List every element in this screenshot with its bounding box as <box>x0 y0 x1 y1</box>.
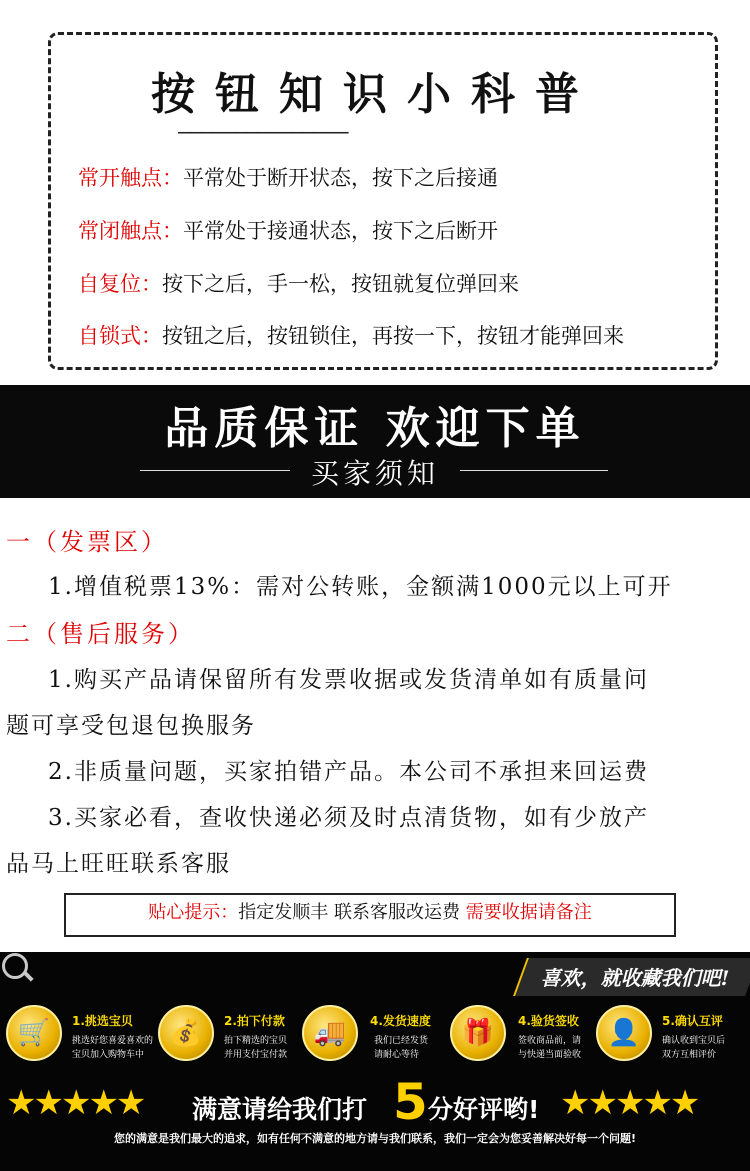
step-desc: 确认收到宝贝后 <box>662 1036 726 1046</box>
step-desc: 并用支付宝付款 <box>224 1050 288 1060</box>
knowledge-item-label: 自锁式： <box>78 324 162 348</box>
knowledge-item-text: 按钮之后，按钮锁住，再按一下，按钮才能弹回来 <box>162 324 624 348</box>
money-icon: 💰 <box>158 1005 214 1061</box>
knowledge-item-self-reset <box>78 268 519 298</box>
tip-highlight: 需要收据请备注 <box>465 902 592 923</box>
user-badge-icon: 👤 <box>596 1005 652 1061</box>
knowledge-item-normally-open <box>78 162 498 192</box>
knowledge-item-self-lock <box>78 320 624 350</box>
step-desc: 我们已经发货 <box>374 1036 429 1046</box>
rating-text-a: 满意请给我们打 <box>192 1095 368 1124</box>
step-title: 5.确认互评 <box>662 1014 723 1028</box>
rating-text-b: 分好评哟! <box>428 1095 540 1124</box>
footer-message: 您的满意是我们最大的追求，如有任何不满意的地方请与我们联系，我们一定会为您妥善解决好每一个问题! <box>113 1132 636 1145</box>
favorite-text: 喜欢，就收藏我们吧! <box>540 966 730 990</box>
tip-text: 指定发顺丰 联系客服改运费 <box>238 902 466 923</box>
knowledge-item-label: 自复位： <box>78 272 162 296</box>
step-title: 4.发货速度 <box>370 1014 431 1028</box>
banner-title: 品质保证 欢迎下单 <box>164 403 586 454</box>
step-desc: 挑选好您喜爱喜欢的 <box>72 1036 154 1046</box>
after-sales-line-1b: 题可享受包退包换服务 <box>6 713 256 739</box>
step-desc: 拍下精选的宝贝 <box>224 1036 288 1046</box>
tip-label: 贴心提示： <box>148 902 239 923</box>
knowledge-item-text: 按下之后，手一松，按钮就复位弹回来 <box>162 272 519 296</box>
step-desc: 双方互相评价 <box>662 1050 717 1060</box>
knowledge-item-normally-closed <box>78 215 498 245</box>
knowledge-item-label: 常闭触点： <box>78 219 183 243</box>
knowledge-item-label: 常开触点： <box>78 166 183 190</box>
gift-box-icon: 🎁 <box>450 1005 506 1061</box>
section-after-sales-heading: 二（售后服务） <box>6 620 195 648</box>
stars-left-icon: ★★★★★ <box>6 1083 144 1123</box>
after-sales-line-2: 2.非质量问题，买家拍错产品。本公司不承担来回运费 <box>48 759 649 785</box>
step-title: 2.拍下付款 <box>224 1014 285 1028</box>
shopping-cart-icon: 🛒 <box>6 1005 62 1061</box>
truck-icon: 🚚 <box>302 1005 358 1061</box>
knowledge-item-text: 平常处于接通状态，按下之后断开 <box>183 219 498 243</box>
step-title: 4.验货签收 <box>518 1014 579 1028</box>
knowledge-item-text: 平常处于断开状态，按下之后接通 <box>183 166 498 190</box>
banner-line-left <box>140 470 290 471</box>
rating-number: 5 <box>393 1073 428 1131</box>
after-sales-line-3a: 3.买家必看，查收快递必须及时点清货物，如有少放产 <box>48 805 649 831</box>
title-divider: ——————————————— <box>178 120 347 145</box>
step-desc: 宝贝加入购物车中 <box>72 1050 145 1060</box>
after-sales-line-3b: 品马上旺旺联系客服 <box>6 851 231 877</box>
banner-subtitle: 买家须知 <box>310 457 439 490</box>
tip-line <box>64 893 676 937</box>
step-desc: 请耐心等待 <box>374 1050 420 1060</box>
step-desc: 与快递当面验收 <box>518 1050 582 1060</box>
invoice-line-1: 1.增值税票13%：需对公转账，金额满1000元以上可开 <box>48 574 673 600</box>
stars-right-icon: ★★★★★ <box>560 1083 698 1123</box>
knowledge-title: 按钮知识小科普 <box>151 69 599 120</box>
section-invoice-heading: 一（发票区） <box>6 528 168 556</box>
step-title: 1.挑选宝贝 <box>72 1014 133 1028</box>
banner-line-right <box>460 470 608 471</box>
step-desc: 签收商品前，请 <box>518 1036 582 1046</box>
after-sales-line-1a: 1.购买产品请保留所有发票收据或发货清单如有质量问 <box>48 667 649 693</box>
